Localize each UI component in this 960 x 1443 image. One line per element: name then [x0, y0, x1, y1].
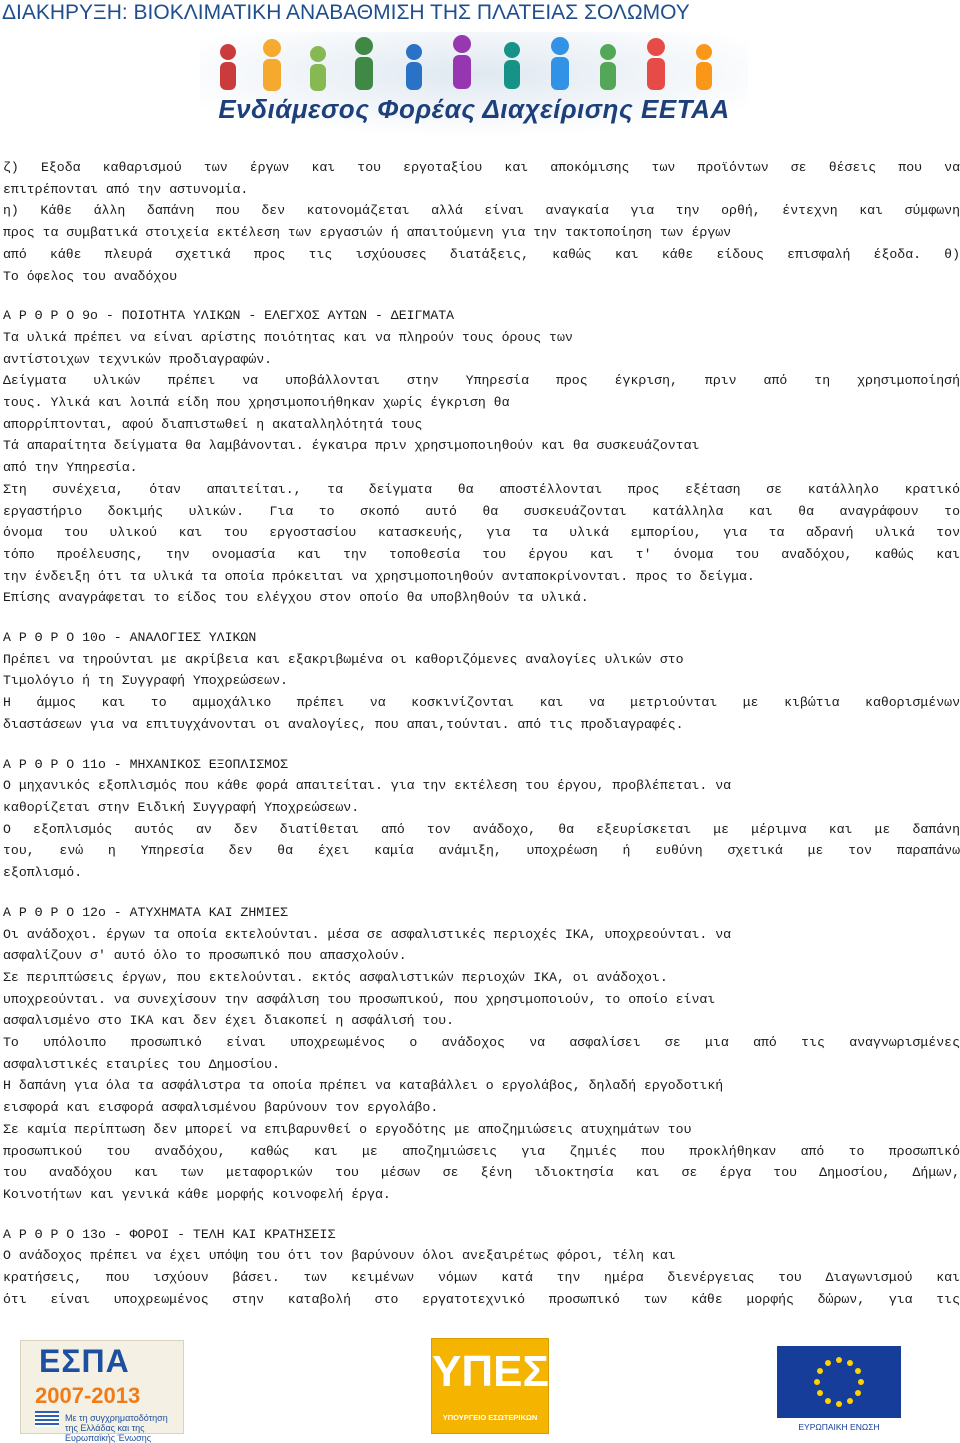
text-line: Σε περιπτώσεις έργων, που εκτελούνται. εκτός ασφαλιστικών περιοχών ΙΚΑ, οι ανάδοχοι.	[3, 969, 668, 985]
text-line: Σε καμία περίπτωση δεν μπορεί να επιβαρυνθεί ο εργοδότης με αποζημιώσεις ατυχημάτων του	[3, 1121, 692, 1137]
eetaa-banner	[200, 32, 748, 137]
article-heading: Α Ρ Θ Ρ Ο 13ο - ΦΟΡΟΙ - ΤΕΛΗ ΚΑΙ ΚΡΑΤΗΣΕΙΣ	[3, 1226, 336, 1242]
text-line: Επίσης αναγράφεται το είδος του ελέγχου στον οποίο θα υποβληθούν τα υλικά.	[3, 590, 589, 606]
document-body	[3, 157, 960, 1310]
text-line: του αναδόχου και των μεταφορικών του μέσων σε ξένη ιδιοκτησία και σε έργα του Δημοσίου, Δήμων,	[3, 1165, 960, 1181]
text-line: προς τα συμβατικά στοιχεία εκτέλεση των εργασιών ή απαιτούμενη για την τακτοποίηση των έργων	[3, 225, 732, 241]
article-12	[3, 902, 960, 1206]
article-9	[3, 305, 960, 609]
article-10	[3, 627, 960, 736]
text-line: τους. Υλικά και λοιπά είδη που χρησιμοποιήθηκαν χωρίς έγκριση θα	[3, 395, 510, 411]
text-line: Ο μηχανικός εξοπλισμός που κάθε φορά απαιτείται. για την εκτέλεση του έργου, προβλέπεται. να	[3, 778, 732, 794]
article-heading: Α Ρ Θ Ρ Ο 11ο - ΜΗΧΑΝΙΚΟΣ ΕΞΟΠΛΙΣΜΟΣ	[3, 756, 288, 772]
espa-years: 2007-2013	[35, 1383, 141, 1408]
text-line: Οι ανάδοχοι. έργων τα οποία εκτελούνται. μέσα σε ασφαλιστικές περιοχές ΙΚΑ, υποχρεούνται. να	[3, 926, 732, 942]
text-line: από την Υπηρεσία.	[3, 460, 138, 476]
text-line: απορρίπτονται, αφού διαπιστωθεί η ακαταλληλότητά τους	[3, 416, 423, 432]
text-line: Ο ανάδοχος πρέπει να έχει υπόψη του ότι τον βαρύνουν όλοι ανεξαιρέτως φόροι, τέλη και	[3, 1248, 676, 1264]
eu-flag	[777, 1346, 901, 1418]
text-line: Τά απαραίτητα δείγματα θα λαμβάνονται. έγκαιρα πριν χρησιμοποιηθούν και θα συσκευάζονται	[3, 438, 700, 454]
greek-flag-icon	[35, 1411, 59, 1427]
banner-title: Ενδιάμεσος Φορέας Διαχείρισης ΕΕΤΑΑ	[218, 94, 730, 124]
text-line: Ο εξοπλισμός αυτός αν δεν διατίθεται από τον ανάδοχο, θα εξευρίσκεται με μέριμνα και με δαπάνη	[3, 821, 960, 837]
text-line: ασφαλισμένο στο ΙΚΑ και δεν έχει διακοπεί η ασφάλισή του.	[3, 1013, 455, 1029]
text-line: Τα υλικά πρέπει να είναι αρίστης ποιότητας και να πληρούν τους όρους των	[3, 329, 573, 345]
text-line: Το υπόλοιπο προσωπικό είναι υποχρεωμένος ο ανάδοχος να ασφαλίσει σε μια από τις αναγνωρισμένες	[3, 1035, 960, 1051]
article-heading: Α Ρ Θ Ρ Ο 10ο - ΑΝΑΛΟΓΙΕΣ ΥΛΙΚΩΝ	[3, 630, 257, 646]
text-line: ότι είναι υποχρεωμένος στην καταβολή στο εργατοτεχνικό προσωπικό των κάθε μορφής δώρων, για τις	[3, 1291, 960, 1307]
espa-caption: Με τη συγχρηματοδότηση της Ελλάδας και της Ευρωπαϊκής Ένωσης	[65, 1413, 168, 1443]
text-line: Τιμολόγιο ή τη Συγγραφή Υποχρεώσεων.	[3, 673, 288, 689]
text-line: καθορίζεται στην Ειδική Συγγραφή Υποχρεώσεων.	[3, 799, 360, 815]
text-line: κρατήσεις, που ισχύουν βάσει. των κειμένων νόμων κατά την ημέρα διενέργειας του Διαγωνισμού και	[3, 1270, 960, 1286]
text-line: την ένδειξη ότι τα υλικά τα οποία πρόκειται να χρησιμοποιηθούν ανταποκρίνονται. προς το δείγμα.	[3, 568, 755, 584]
text-line: εξοπλισμό.	[3, 865, 83, 881]
text-line: Η άμμος και το αμμοχάλικο πρέπει να κοσκινίζονται και να μετριούνται με κιβώτια καθορισμένων	[3, 695, 960, 711]
text-line: ασφαλιστικές εταιρίες του Δημοσίου.	[3, 1056, 280, 1072]
text-line: του, ενώ η Υπηρεσία δεν θα έχει καμία ανάμιξη, υποχρέωση ή ευθύνη σχετικά με τον παραπάνω	[3, 843, 960, 859]
text-line: υποχρεούνται. να συνεχίσουν την ασφάλιση του προσωπικού, που χρησιμοποιούν, το οποίο είναι	[3, 991, 716, 1007]
espa-title: ΕΣΠΑ	[39, 1343, 130, 1379]
article-11	[3, 754, 960, 884]
eu-logo	[777, 1346, 901, 1432]
text-line: προσωπικού του αναδόχου, καθώς και με αποζημιώσεις για ζημιές που προκλήθηκαν από το προσωπικό	[3, 1143, 960, 1159]
espa-logo	[20, 1340, 184, 1443]
ypes-logo	[431, 1338, 549, 1434]
ypes-title: ΥΠΕΣ	[432, 1347, 549, 1396]
text-line: Πρέπει να τηρούνται με ακρίβεια και εξακριβωμένα οι καθοριζόμενες αναλογίες υλικών στο	[3, 651, 684, 667]
footer-logos	[0, 1338, 960, 1443]
text-line: εργαστήριο δοκιμής υλικών. Για το σκοπό αυτό θα συσκευάζονται κατάλληλα και θα αναγράφουν το	[3, 503, 960, 519]
text-line: Κοινοτήτων και γενικά κάθε μορφής κοινοφελή έργα.	[3, 1186, 391, 1202]
ypes-caption: ΥΠΟΥΡΓΕΙΟ ΕΣΩΤΕΡΙΚΩΝ	[442, 1413, 538, 1422]
eu-caption: ΕΥΡΩΠΑΙΚΗ ΕΝΩΣΗ	[798, 1422, 880, 1432]
text-line: η) Κάθε άλλη δαπάνη που δεν κατονομάζεται αλλά είναι αναγκαία για την ορθή, έντεχνη και σύμφωνη	[3, 203, 960, 219]
article-heading: Α Ρ Θ Ρ Ο 9ο - ΠΟΙΟΤΗΤΑ ΥΛΙΚΩΝ - ΕΛΕΓΧΟΣ ΑΥΤΩΝ - ΔΕΙΓΜΑΤΑ	[3, 308, 455, 324]
text-line: όνομα του υλικού και του εργοστασίου κατασκευής, για τα υλικά εμπορίου, για τα αδρανή υλικά τον	[3, 525, 960, 541]
document-title: ΔΙΑΚΗΡΥΞΗ: ΒΙΟΚΛΙΜΑΤΙΚΗ ΑΝΑΒΑΘΜΙΣΗ ΤΗΣ ΠΛΑΤΕΙΑΣ ΣΟΛΩΜΟΥ	[2, 1, 690, 24]
eu-star-circle-flag	[777, 1346, 901, 1418]
text-line: διαστάσεων για να επιτυγχάνονται οι αναλογίες, που απαι,τούνται. από τις προδιαγραφές.	[3, 716, 684, 732]
article-heading: Α Ρ Θ Ρ Ο 12ο - ΑΤΥΧΗΜΑΤΑ ΚΑΙ ΖΗΜΙΕΣ	[3, 904, 288, 920]
article-13	[3, 1224, 960, 1311]
text-line: Δείγματα υλικών πρέπει να υποβάλλονται στην Υπηρεσία προς έγκριση, πριν από τη χρησιμοποίησή	[3, 373, 960, 389]
text-line: ζ) Εξοδα καθαρισμού των έργων και του εργοταξίου και αποκόμισης των προϊόντων σε θέσεις που να	[3, 160, 960, 175]
text-line: ασφαλίζουν σ' αυτό όλο το προσωπικό που απασχολούν.	[3, 948, 407, 964]
text-line: τόπο προέλευσης, την ονομασία και την τοποθεσία του έργου και τ' όνομα του αναδόχου, καθώς και	[3, 546, 960, 562]
text-line: Στη συνέχεια, όταν απαιτείται., τα δείγματα θα αποστέλλονται προς εξέταση σε κατάλληλο κρατικό	[3, 481, 960, 497]
text-line: εισφορά και εισφορά ασφαλισμένου βαρύνουν τον εργολάβο.	[3, 1100, 439, 1116]
paragraph-expenses	[3, 157, 960, 287]
text-line: αντίστοιχων τεχνικών προδιαγραφών.	[3, 351, 273, 367]
text-line: Η δαπάνη για όλα τα ασφάλιστρα τα οποία πρέπει να καταβάλλει ο εργολάβος, δηλαδή εργοδοτική	[3, 1078, 724, 1094]
text-line: από κάθε πλευρά σχετικά προς τις ισχύουσες διατάξεις, καθώς και κάθε είδους επισφαλή έξοδα. θ)	[3, 246, 960, 262]
text-line: Το όφελος του αναδόχου	[3, 268, 178, 284]
text-line: επιτρέπονται από την αστυνομία.	[3, 181, 249, 197]
